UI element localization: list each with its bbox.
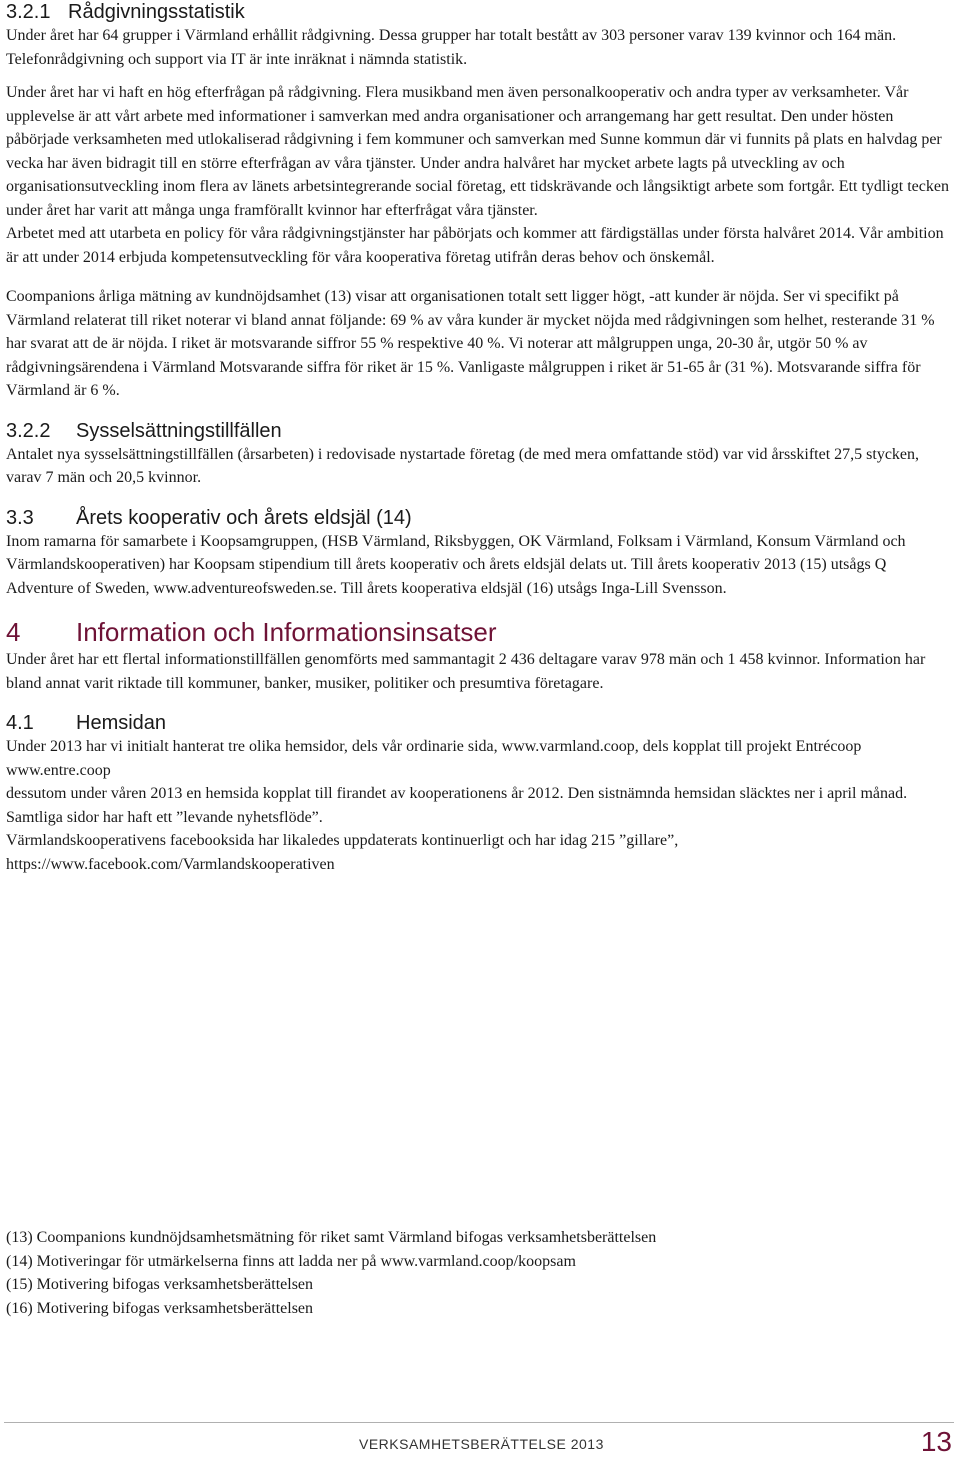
section-heading-3-2-1 — [6, 0, 954, 24]
paragraph: Telefonrådgivning och support via IT är inte inräknat i nämnda statistik. — [6, 50, 468, 68]
section-heading-3-3 — [6, 506, 954, 530]
paragraph: dessutom under våren 2013 en hemsida kopplat till firandet av kooperationens år 2012. Den sistnämnda hemsidan släcktes ner i april månad. — [6, 785, 908, 802]
footnote: (14) Motiveringar för utmärkelserna finns att ladda ner på www.varmland.coop/koopsam — [6, 1252, 576, 1270]
paragraph: Antalet nya sysselsättningstillfällen (årsarbeten) i redovisade nystartade företag (de med mera omfattande stöd) var vid årsskiftet 27,5 stycken, varav 7 män och 20,5 kvinnor. — [6, 445, 920, 486]
footnotes — [6, 1226, 954, 1320]
section-number: 3.3 — [6, 506, 34, 529]
paragraph: Under året har vi haft en hög efterfrågan på rådgivning. Flera musikband men även personalkooperativ och andra typer av verksamheter. Vår upplevelse är att vårt arbete med informationer i samverkan med andra organisationer och arrangemang har gett resultat. Den under hösten påbörjade verksamheten med utlokaliserad rådgivning i fem kommuner och samverkan med Sunne kommun där vi funnits på plats en halvdag per vecka har även bidragit till en större efterfrågan av våra tjänster. Under andra halvåret har mycket arbete lagts på utveckling av och organisationsutveckling inom flera av länets arbetsintegrerande social företag, ett tidskrävande och långsiktigt arbete som fortgår. Ett tydligt tecken under året har varit att många unga framförallt kvinnor har efterfrågat våra tjänster. — [6, 84, 949, 219]
section-number: 4.1 — [6, 712, 34, 734]
footer-divider — [4, 1422, 954, 1423]
paragraph: Inom ramarna för samarbete i Koopsamgruppen, (HSB Värmland, Riksbyggen, OK Värmland, Folksam i Värmland, Konsum Värmland och Värmlandskooperativen) har Koopsam stipendium till årets kooperativ och årets eldsjäl delats ut. Till årets kooperativ 2013 (15) utsågs Q Adventure of Sweden, www.adventureofsweden.se. Till årets kooperativa eldsjäl (16) utsågs Inga-Lill Svensson. — [6, 532, 906, 597]
footer-title: VERKSAMHETSBERÄTTELSE 2013 — [359, 1436, 604, 1452]
page-number: 13 — [920, 1426, 952, 1457]
section-title: Rådgivningsstatistik — [68, 1, 245, 23]
section-title: Information och Informationsinsatser — [76, 617, 497, 647]
section-heading-4-1 — [6, 711, 954, 735]
paragraph: Coompanions årliga mätning av kundnöjdsamhet (13) visar att organisationen totalt sett ligger högt, -att kunder är nöjda. Ser vi specifikt på Värmland relaterat till riket noterar vi bland annat följande: 69 % av våra kunder är mycket nöjda med rådgivningen som helhet, resterande 31 % har svarat att de är nöjda. I riket är motsvarande siffror 55 % respektive 40 %. Vi noterar att målgruppen unga, 20-30 år, utgör 50 % av rådgivningsärendena i Värmland Motsvarande siffra för riket är 15 %. Vanligaste målgruppen i riket är 51-65 år (31 %). Motsvarande siffra för Värmland är 6 %. — [6, 288, 935, 399]
section-number: 3.2.2 — [6, 419, 51, 442]
paragraph: Samtliga sidor har haft ett ”levande nyhetsflöde”. — [6, 808, 323, 826]
section-heading-3-2-2 — [6, 419, 954, 443]
section-number: 4 — [6, 617, 21, 647]
footnote: (13) Coompanions kundnöjdsamhetsmätning för riket samt Värmland bifogas verksamhetsberättelsen — [6, 1229, 657, 1246]
section-heading-4 — [6, 616, 954, 648]
section-number: 3.2.1 — [6, 1, 51, 23]
section-title: Hemsidan — [76, 712, 167, 734]
section-title: Sysselsättningstillfällen — [76, 419, 282, 442]
footnote: (15) Motivering bifogas verksamhetsberättelsen — [6, 1276, 314, 1293]
paragraph: Värmlandskooperativens facebooksida har likaledes uppdaterats kontinuerligt och har idag 215 ”gillare”, https://www.facebook.com/Varmlandskooperativen — [6, 832, 679, 873]
document-page — [6, 0, 954, 876]
footnote: (16) Motivering bifogas verksamhetsberättelsen — [6, 1299, 314, 1317]
paragraph: Under 2013 har vi initialt hanterat tre olika hemsidor, dels vår ordinarie sida, www.varmland.coop, dels kopplat till projekt Entrécoop www.entre.coop — [6, 738, 862, 779]
paragraph: Under året har ett flertal informationstillfällen genomförts med sammantagit 2 436 deltagare varav 978 män och 1 458 kvinnor. Information har bland annat varit riktade till kommuner, banker, musiker, politiker och presumtiva företagare. — [6, 651, 926, 692]
paragraph: Under året har 64 grupper i Värmland erhållit rådgivning. Dessa grupper har totalt bestått av 303 personer varav 139 kvinnor och 164 män. — [6, 27, 897, 44]
paragraph: Arbetet med att utarbeta en policy för våra rådgivningstjänster har påbörjats och kommer att färdigställas under första halvåret 2014. Vår ambition är att under 2014 erbjuda kompetensutveckling för våra kooperativa företag utifrån deras behov och önskemål. — [6, 225, 944, 266]
section-title: Årets kooperativ och årets eldsjäl (14) — [76, 506, 412, 529]
